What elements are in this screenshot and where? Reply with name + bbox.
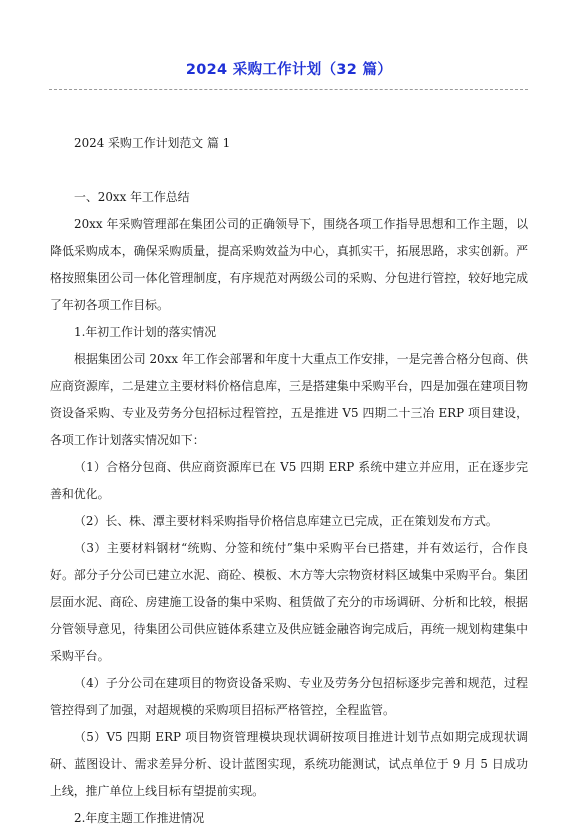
list-item-3: （3）主要材料钢材“统购、分签和统付”集中采购平台已搭建，并有效运行，合作良好。部分子分公司已建立水泥、商砼、模板、木方等大宗物资材料区域集中采购平台。集团层面水泥、商砼、房建施工设备的集中采购、租赁做了充分的市场调研、分析和比较，根据分管领导意见，待集团公司供应链体系建立及供应链金融咨询完成后，再统一规划构建集中采购平台。 xyxy=(50,541,528,663)
paragraph-plan-details: 根据集团公司 20xx 年工作会部署和年度十大重点工作安排，一是完善合格分包商、供应商资源库，二是建立主要材料价格信息库，三是搭建集中采购平台，四是加强在建项目物资设备采购、专业及劳务分包招标过程管控，五是推进 V5 四期二十三冶 ERP 项目建设，各项工作计划落实情况如下： xyxy=(50,352,528,447)
list-item-2: （2）长、株、潭主要材料采购指导价格信息库建立已完成，正在策划发布方式。 xyxy=(74,514,498,528)
section-heading: 一、20xx 年工作总结 xyxy=(74,190,190,204)
subheading-plan-implementation: 1.年初工作计划的落实情况 xyxy=(74,325,217,339)
list-item-4: （4）子分公司在建项目的物资设备采购、专业及劳务分包招标逐步完善和规范，过程管控得到了加强，对超规模的采购项目招标严格管控，全程监管。 xyxy=(50,676,528,717)
document-title: 2024 采购工作计划（32 篇） xyxy=(185,62,393,78)
article-subtitle: 2024 采购工作计划范文 篇 1 xyxy=(74,136,231,150)
list-item-1: （1）合格分包商、供应商资源库已在 V5 四期 ERP 系统中建立并应用，正在逐步完善和优化。 xyxy=(50,460,528,501)
title-divider xyxy=(49,89,528,90)
paragraph-summary: 20xx 年采购管理部在集团公司的正确领导下，围绕各项工作指导思想和工作主题，以降低采购成本，确保采购质量，提高采购效益为中心，真抓实干，拓展思路，求实创新。严格按照集团公司一体化管理制度，有序规范对两级公司的采购、分包进行管控，较好地完成了年初各项工作目标。 xyxy=(50,217,528,312)
list-item-5: （5）V5 四期 ERP 项目物资管理模块现状调研按项目推进计划节点如期完成现状调研、蓝图设计、需求差异分析、设计蓝图实现，系统功能测试，试点单位于 9 月 5 日成功上线，推广单位上线目标有望提前实现。 xyxy=(50,730,528,798)
document-body xyxy=(50,130,528,832)
subheading-annual-theme: 2.年度主题工作推进情况 xyxy=(74,811,205,825)
